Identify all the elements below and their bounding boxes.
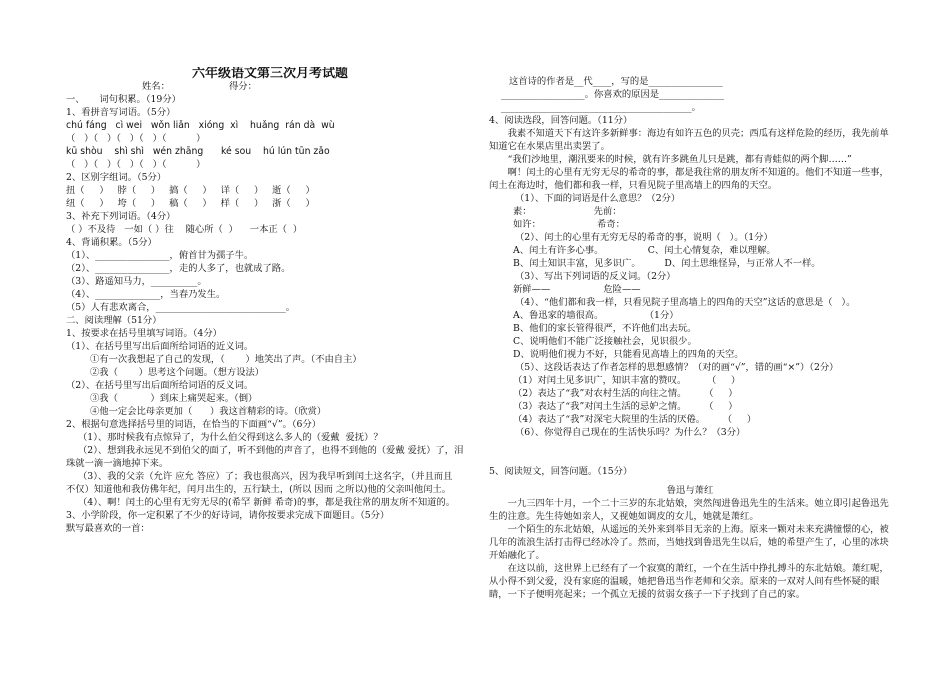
poem-blank-line: _________________________________________。	[501, 102, 701, 113]
reading-q2-item4: （4）、啊！闰土的心里有无穷无尽的(希罕 新鲜 希奇)的事，都是我往常的朋友所不知道的。	[78, 497, 456, 508]
q4-sub3: （3）、写出下列词语的反义词。（2分）	[515, 271, 676, 282]
section-2-heading: 二、阅读理解（51分）	[66, 315, 162, 326]
q4-sub4-option-b: B、他们的家长管得很严，不许他们出去玩。	[513, 323, 697, 334]
pinyin-row-1: chú fáng cì wei wǒn liǎn xióng xì huǎng rán dà wù	[66, 120, 335, 131]
recite-item-1: （1）、________________，俯首甘为孺子牛。	[66, 250, 254, 261]
reading-q2-item3: （3）、我的父亲（允许 应允 答应）了；我也很高兴，因为我早听到闰土这名字，（并且而且 不仅）知道他和我仿佛年纪，闰月出生的，五行缺土，(所以 因而 之所以)他的父亲叫他闰土。	[66, 471, 453, 495]
q4-sub5-item3: （3）表达了“我”对闰土生活的忌妒之情。 （ ）	[513, 401, 738, 412]
q3-idioms: （ ）不及待 一如（ ）往 随心所（ ） 一本正（ ）	[66, 224, 303, 235]
q4-sub1: （1）、下面的词语是什么意思？（2分）	[515, 193, 681, 204]
exam-title: 六年级语文第三次月考试题	[191, 67, 348, 80]
poem-author-line: 这首诗的作者是__代____，写的是________________	[509, 76, 723, 87]
reading-q1-item4: ④他一定会比母亲更加（ ）我这首精彩的诗。（欣赏）	[90, 406, 327, 417]
word-group-row-2: 纽（ ） 垮（ ） 稿（ ） 样（ ） 浙（ ）	[66, 198, 315, 209]
right-column	[489, 0, 891, 601]
pinyin-row-2: kū shòu shì shì wén zhāng ké sou hú lún tūn zǎo	[66, 146, 330, 157]
reading-q2-item2: （2）、想到我永远见不到伯父的面了，听不到他的声音了，也得不到他的（爱戴 爱抚）了，泪珠就一滴一滴地掉下来。	[66, 445, 464, 469]
recite-item-3: （3）、路遥知马力，__________。	[66, 276, 207, 287]
essay-para-1: 一九三四年十月，一个二十三岁的东北姑娘，突然闯进鲁迅先生的生活来。她立即引起鲁迅先生的注意。先生待她如亲人，又视她如调皮的女儿，她就是萧红。	[489, 498, 889, 522]
q4-sub2-options-ac: A、闰土有许多心事。 C、闰土心情复杂，难以理解。	[513, 245, 776, 256]
q4-sub4-option-a: A、鲁迅家的墙很高。 （1分）	[513, 310, 679, 321]
q4-sub1-words-b: 如许： 希奇：	[513, 219, 625, 230]
section-1-heading: 一、 词句积累。（19分）	[66, 94, 181, 105]
answer-blanks-row-1: （ ）（ ）（ ）（ ）（ ）	[66, 133, 206, 144]
reading-q1-item2: ②我（ ）思考这个问题。（想方设法）	[90, 367, 265, 378]
essay-para-3: 在这以前，这世界上已经有了一个寂寞的萧红，一个在生活中挣扎搏斗的东北姑娘。萧红呢，从小得不到父爱，没有家庭的温暖，她把鲁迅当作老师和父亲。原来的一双对人间有些怀疑的眼睛，一下子便明亮起来；一个孤立无援的贫弱女孩子一下子找到了自己的家。	[489, 563, 889, 600]
essay-title: 鲁迅与萧红	[666, 485, 714, 496]
reading-q1-item3: ③我（ ）到床上痛哭起来。（倒）	[90, 393, 258, 404]
excerpt-para-3: 啊！闰土的心里有无穷无尽的希奇的事，都是我往常的朋友所不知道的。他们不知道一些事，闰土在海边时，他们都和我一样，只看见院子里高墙上的四角的天空。	[489, 167, 889, 191]
reading-q3-prompt: 默写最喜欢的一首：	[66, 523, 150, 534]
left-column	[66, 0, 464, 535]
recite-item-5: （5）人有悲欢离合，____________________________。	[66, 302, 296, 313]
essay-para-2: 一个陌生的东北姑娘，从遥远的关外来到举目无亲的上海。原来一颗对未来充满憧憬的心，被几年的流浪生活打击得已经冰冷了。然而，当她找到鲁迅先生以后，她的希望产生了，心里的冰块开始融化了。	[489, 524, 889, 561]
reading-q1: 1、按要求在括号里填写词语。（4分）	[66, 328, 222, 339]
q4-sub1-words-a: 素： 先前：	[513, 206, 622, 217]
word-group-row-1: 扭（ ） 脖（ ） 搞（ ） 详（ ） 逝（ ）	[66, 185, 315, 196]
reading-q1-item1: ①有一次我想起了自己的发现，（ ）地笑出了声。（不由自主）	[90, 354, 362, 365]
q4-sub2-options-bd: B、闰土知识丰富，见多识广。 D、闰土思维怪异，与正常人不一样。	[513, 258, 821, 269]
q4-sub6: （6）、你觉得自己现在的生活快乐吗？为什么？（3分）	[515, 427, 746, 438]
excerpt-para-2: “我们沙地里，潮汛要来的时候，就有许多跳鱼儿只是跳，都有青蛙似的两个脚……”	[507, 154, 852, 165]
q3-heading: 3、补充下列词语。（4分）	[66, 211, 176, 222]
recite-item-2: （2）、________________，走的人多了，也就成了路。	[66, 263, 291, 274]
q4-sub5-item2: （2）表达了“我”对农村生活的向往之情。 （ ）	[513, 388, 738, 399]
q1-heading: 1、看拼音写词语。（5分）	[66, 107, 176, 118]
reading-q2: 2、根据句意选择括号里的词语，在恰当的下面画“√”。（6分）	[66, 419, 322, 430]
q4-sub5: （5）、这段话表达了作者怎样的思想感情？（对的画“√”，错的画“×”）（2分）	[515, 362, 839, 373]
reading-q3: 3、小学阶段，你一定积累了不少的好诗词，请你按要求完成下面题目。（5分）	[66, 510, 390, 521]
answer-blanks-row-2: （ ）（ ）（ ）（ ）（ ）	[66, 159, 206, 170]
reading-q4-heading: 4、阅读选段，回答问题。（11分）	[489, 115, 633, 126]
q4-sub2: （2）、闰土的心里有无穷无尽的希奇的事，说明（ ）。（1分）	[515, 232, 773, 243]
q4-heading: 4、背诵积累。（5分）	[66, 237, 157, 248]
reading-q1-part2: （2）、在括号里写出后面所给词语的反义词。	[66, 380, 254, 391]
reading-q5-heading: 5、阅读短文，回答问题。（15分）	[489, 466, 633, 477]
poem-reason-line: __________________。你喜欢的原因是______________	[501, 89, 725, 100]
q4-sub4-option-d: D、说明他们视力不好，只能看见高墙上的四角的天空。	[513, 349, 744, 360]
recite-item-4: （4）、______________，当春乃发生。	[66, 289, 226, 300]
q2-heading: 2、区别字组词。（5分）	[66, 172, 167, 183]
q4-sub3-words: 新鲜—— 危险——	[513, 284, 641, 295]
reading-q1-part1: （1）、在括号里写出后面所给词语的近义词。	[66, 341, 254, 352]
excerpt-para-1: 我素不知道天下有这许多新鲜事：海边有如许五色的贝壳；西瓜有这样危险的经历，我先前单知道它在水果店里出卖罢了。	[489, 128, 889, 152]
q4-sub4-option-c: C、说明他们不能广泛接触社会，见识很少。	[513, 336, 697, 347]
q4-sub5-item1: （1）对闰土见多识广，知识丰富的赞叹。 （ ）	[513, 375, 741, 386]
name-score-line: 姓名： 得分：	[142, 81, 257, 92]
q4-sub4: （4）、“他们都和我一样，只看见院子里高墙上的四角的天空”这话的意思是（ ）。	[515, 297, 856, 308]
reading-q2-item1: （1）、那时候我有点惊异了，为什么伯父得到这么多人的（爱戴 爱抚）？	[78, 432, 383, 443]
q4-sub5-item4: （4）表达了“我”对深宅大院里的生活的厌倦。 （ ）	[513, 414, 757, 425]
